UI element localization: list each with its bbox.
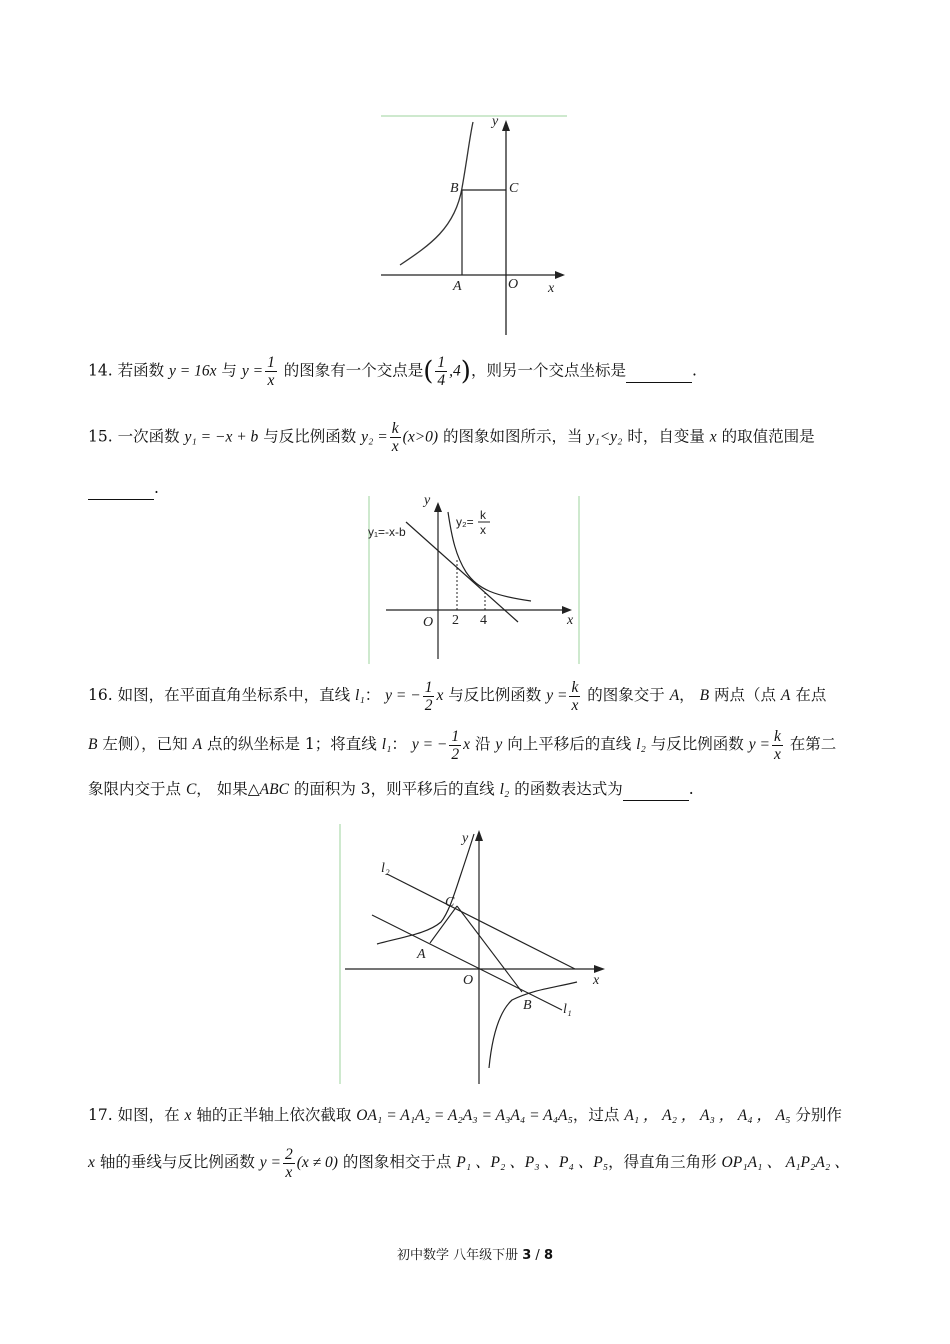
q16-y: y xyxy=(495,736,503,753)
x-axis-arrow xyxy=(555,271,565,279)
q16-text-12: 向上平移后的直线 xyxy=(502,735,637,753)
question-15 xyxy=(88,420,864,500)
label-x: x xyxy=(548,281,555,296)
q16-eq-3-lhs: y = − xyxy=(411,736,448,753)
q16-c: C xyxy=(185,781,197,798)
q15-fraction xyxy=(390,420,401,455)
q14-text-2: 与 xyxy=(216,361,242,380)
q16-a3: A xyxy=(192,736,203,753)
y-axis-arrow xyxy=(434,502,442,512)
q14-frac-den: x xyxy=(267,372,275,389)
q17-x: x xyxy=(184,1107,192,1124)
q15-eq-2-lhs: y₂ = xyxy=(361,428,388,446)
q14-number: 14. xyxy=(88,361,113,380)
q16-text-3: 与反比例函数 xyxy=(443,686,547,704)
q17-eq-2-den: x xyxy=(285,1163,293,1181)
label-curve-y2: y₂= xyxy=(456,515,474,529)
q14-pt-num: 1 xyxy=(437,354,446,371)
q16-text-8: 左侧），已知 xyxy=(97,735,193,753)
q17-text-1: 如图，在 xyxy=(112,1106,185,1124)
q16-a2: A xyxy=(780,687,791,704)
q16-eq-1-lhs: y = − xyxy=(385,687,421,704)
q17-text-5: 轴的垂线与反比例函数 xyxy=(94,1153,260,1171)
label-o: O xyxy=(463,973,474,988)
q16-text-4: 的图象交于 xyxy=(582,686,670,704)
page-footer xyxy=(0,1244,950,1263)
figure-16-svg xyxy=(337,822,615,1086)
label-line-y1: y₁=-x-b xyxy=(368,525,406,539)
q14-fraction xyxy=(265,354,277,389)
q16-l2b: l₂ xyxy=(499,781,510,798)
figure-16-graph xyxy=(337,822,615,1086)
q14-answer-blank xyxy=(626,360,692,383)
q17-text-7: ，得直角三角形 xyxy=(608,1153,722,1171)
q16-text-15: 象限内交于点 xyxy=(88,780,186,798)
q16-text-19: . xyxy=(688,780,694,798)
label-l1: l₁ xyxy=(563,1002,572,1017)
q15-text-3: 的图象如图所示，当 xyxy=(438,427,588,446)
q15-text-5: 的取值范围是 xyxy=(716,427,815,446)
q16-l1: l₁ xyxy=(355,687,365,704)
label-curve-x: x xyxy=(480,523,486,537)
line-y1 xyxy=(406,522,518,622)
question-16 xyxy=(88,676,864,801)
q17-p-points: P₁ 、P₂ 、P₃ 、P₄ 、P₅ xyxy=(456,1154,609,1171)
q16-text-1: 如图，在平面直角坐标系中，直线 xyxy=(112,686,356,704)
q16-text-13: 与反比例函数 xyxy=(645,735,749,753)
q17-text-6: 的图象相交于点 xyxy=(337,1153,457,1171)
q15-var: x xyxy=(709,428,717,446)
q16-eq-1-num: 1 xyxy=(424,678,433,696)
q15-condition: y₁<y₂ xyxy=(587,428,623,446)
q15-eq-2-cond: (x>0) xyxy=(402,428,439,446)
q15-answer-blank xyxy=(88,477,154,500)
q16-text-5: ， xyxy=(679,686,700,704)
tick-2: 2 xyxy=(452,613,459,628)
footer-total: 8 xyxy=(543,1248,553,1263)
q16-eq-4-frac xyxy=(772,728,783,763)
q16-eq-2-den: x xyxy=(571,696,579,714)
q15-frac-num: k xyxy=(391,420,399,437)
label-a: A xyxy=(417,947,426,962)
q14-text-1: 若函数 xyxy=(112,361,170,380)
q16-text-2: ： xyxy=(364,686,386,704)
q16-eq-2-frac xyxy=(569,679,580,714)
q15-text-6: . xyxy=(154,479,159,497)
line-l2 xyxy=(387,874,575,969)
label-c: C xyxy=(445,895,455,910)
q17-x2: x xyxy=(88,1154,95,1171)
label-y: y xyxy=(424,494,431,508)
label-x: x xyxy=(567,613,574,628)
q16-eq-1-frac xyxy=(423,679,435,714)
label-b: B xyxy=(523,998,532,1013)
x-axis-arrow xyxy=(594,965,605,973)
q16-text-14: 在第二 xyxy=(784,735,837,753)
q17-eq-1: OA₁ = A₁A₂ = A₂A₃ = A₃A₄ = A₄A₅ xyxy=(356,1107,573,1124)
q15-text-4: 时，自变量 xyxy=(622,427,710,446)
q16-eq-4-num: k xyxy=(773,727,781,745)
q16-l1b: l₁ xyxy=(381,736,392,753)
line-l1 xyxy=(372,915,562,1010)
q17-eq-2-frac xyxy=(283,1146,295,1181)
label-x: x xyxy=(593,973,600,988)
q14-eq-2-lhs: y = xyxy=(241,362,264,380)
q16-text-7: 在点 xyxy=(790,686,827,704)
q15-frac-den: x xyxy=(391,438,399,455)
footer-page: 3 xyxy=(522,1248,532,1263)
q16-text-16: ， 如果△ xyxy=(196,780,260,798)
q16-number: 16. xyxy=(88,686,113,704)
q14-frac-num: 1 xyxy=(267,354,275,371)
label-o: O xyxy=(508,277,519,292)
q16-eq-3-num: 1 xyxy=(451,727,460,745)
label-c: C xyxy=(509,181,519,196)
label-y: y xyxy=(492,114,499,129)
q15-eq-1: y₁ = −x + b xyxy=(184,428,259,446)
q17-text-4: 分别作 xyxy=(790,1106,842,1124)
tick-4: 4 xyxy=(480,613,487,628)
q17-eq-2-lhs: y = xyxy=(259,1154,281,1171)
figure-15-graph xyxy=(366,494,582,666)
q16-eq-4-den: x xyxy=(773,745,781,763)
q14-text-4: ，则另一个交点坐标是 xyxy=(470,361,626,380)
figure-13-svg xyxy=(375,110,575,340)
y-axis-arrow xyxy=(502,120,510,131)
figure-13-graph xyxy=(375,110,575,340)
q17-points: A₁ ， A₂ ， A₃ ， A₄ ， A₅ xyxy=(624,1107,791,1124)
question-14: 14. 若函数 y = 16x 与 y = $\frac{1}{x}$ 的图象有一个交点是( $\frac{1}{4}$ ,4)，则另一个交点坐标是 . xyxy=(88,354,697,389)
label-a: A xyxy=(453,279,462,294)
y-axis-arrow xyxy=(475,830,483,841)
q16-a: A xyxy=(669,687,680,704)
q16-eq-3-den: 2 xyxy=(451,745,460,763)
q14-eq-1: y = 16x xyxy=(169,362,217,380)
q16-eq-4-lhs: y = xyxy=(748,736,770,753)
q14-text-5: . xyxy=(691,361,697,380)
q16-b2: B xyxy=(88,736,98,753)
q16-text-18: 的函数表达式为 xyxy=(509,780,623,798)
q17-triangles: OP₁A₁ 、 A₁P₂A₂ 、 xyxy=(721,1154,850,1171)
q16-text-11: 沿 xyxy=(470,735,496,753)
q16-l2: l₂ xyxy=(636,736,646,753)
q16-eq-1-den: 2 xyxy=(424,696,433,714)
segment-ac xyxy=(430,906,457,943)
q16-eq-2-num: k xyxy=(571,678,579,696)
q17-text-3: ，过点 xyxy=(572,1106,625,1124)
footer-text: 初中数学 八年级下册 xyxy=(396,1248,523,1263)
q14-text-3: 的图象有一个交点是 xyxy=(278,361,424,380)
q17-eq-2-num: 2 xyxy=(284,1145,293,1163)
hyperbola-quadrant-2 xyxy=(377,834,474,944)
footer-sep: / xyxy=(531,1248,544,1263)
label-l2: l₂ xyxy=(381,861,390,876)
q16-text-9: 点的纵坐标是 1；将直线 xyxy=(202,735,382,753)
q16-eq-1-rest: x xyxy=(436,687,444,704)
q16-eq-3-rest: x xyxy=(463,736,471,753)
q14-point-fraction xyxy=(435,354,447,389)
q16-text-10: ： xyxy=(391,735,412,753)
label-b: B xyxy=(450,181,459,196)
label-y: y xyxy=(462,831,469,846)
q16-answer-blank xyxy=(623,778,689,801)
q16-abc: ABC xyxy=(259,781,289,798)
q15-number: 15. xyxy=(88,427,113,446)
q14-pt-den: 4 xyxy=(437,372,446,389)
q16-text-17: 的面积为 3，则平移后的直线 xyxy=(288,780,500,798)
q17-eq-2-cond: (x ≠ 0) xyxy=(296,1154,338,1171)
q16-b: B xyxy=(699,687,710,704)
q16-eq-3-frac xyxy=(449,728,461,763)
q17-text-2: 轴的正半轴上依次截取 xyxy=(191,1106,357,1124)
q15-text-2: 与反比例函数 xyxy=(258,427,362,446)
q14-point-rest: ,4 xyxy=(449,362,461,380)
q15-text-1: 一次函数 xyxy=(112,427,185,446)
question-17 xyxy=(88,1104,864,1182)
q16-eq-2-lhs: y = xyxy=(546,687,568,704)
q17-number: 17. xyxy=(88,1106,113,1124)
label-o: O xyxy=(423,615,434,630)
q16-text-6: 两点（点 xyxy=(709,686,781,704)
label-curve-k: k xyxy=(480,508,486,522)
figure-15-svg xyxy=(366,494,582,666)
